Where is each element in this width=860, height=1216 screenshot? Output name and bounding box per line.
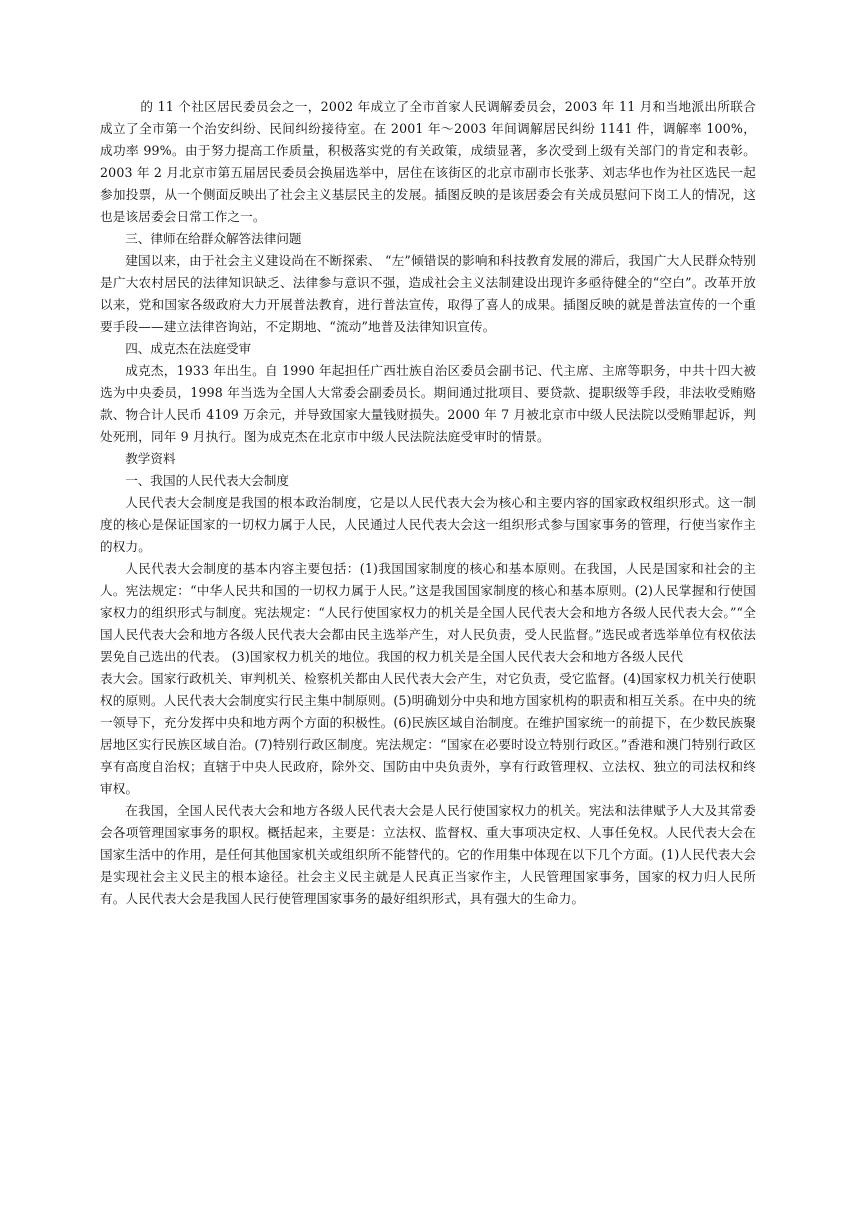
- section-heading-teaching-materials: 教学资料: [125, 451, 176, 466]
- paragraph-npc-role: 在我国，全国人民代表大会和地方各级人民代表大会是人民行使国家权力的机关。宪法和法律赋予人大及其常委会各项管理国家事务的职权。概括起来，主要是：立法权、监督权、重大事项决定权、人事任免权。人民代表大会在国家生活中的作用，是任何其他国家机关或组织所不能替代的。它的作用集中体现在以下几个方面。(1)人民代表大会是实现社会主义民主的根本途径。社会主义民主就是人民真正当家作主，人民管理国家事务，国家的权力归人民所有。人民代表大会是我国人民行使管理国家事务的最好组织形式，具有强大的生命力。: [100, 803, 756, 906]
- section-heading-trial: 四、成克杰在法庭受审: [125, 341, 252, 356]
- paragraph-cheng-kejie: 成克杰，1933 年出生。自 1990 年起担任广西壮族自治区委员会副书记、代主席、主席等职务，中共十四大被选为中央委员，1998 年当选为全国人大常委会副委员长。期间通过批项目、要贷款、提职级等手段，非法收受贿赂款、物合计人民币 4109 万余元，并导致国家大量钱财损失。2000 年 7 月被北京市中级人民法院以受贿罪起诉，判处死刑，同年 9 月执行。图为成克杰在北京市中级人民法院法庭受审时的情景。: [100, 363, 756, 444]
- section-heading-lawyer: 三、律师在给群众解答法律问题: [125, 231, 302, 246]
- document-page: [100, 96, 756, 910]
- section-heading-npc-system: 一、我国的人民代表大会制度: [125, 473, 289, 488]
- paragraph-npc-definition: 人民代表大会制度是我国的根本政治制度，它是以人民代表大会为核心和主要内容的国家政权组织形式。这一制度的核心是保证国家的一切权力属于人民，人民通过人民代表大会这一组织形式参与国家事务的管理，行使当家作主的权力。: [100, 495, 756, 554]
- paragraph-community-committee: 的 11 个社区居民委员会之一，2002 年成立了全市首家人民调解委员会，2003 年 11 月和当地派出所联合成立了全市第一个治安纠纷、民间纠纷接待室。在 2001 年～2003 年间调解居民纠纷 1141 件，调解率 100%，成功率 99%。由于努力提高工作质量，积极落实党的有关政策，成绩显著，多次受到上级有关部门的肯定和表彰。2003 年 2 月北京市第五届居民委员会换届选举中，居住在该街区的北京市副市长张茅、刘志华也作为社区选民一起参加投票，从一个侧面反映出了社会主义基层民主的发展。插图反映的是该居委会有关成员慰问下岗工人的情况，这也是该居委会日常工作之一。: [100, 99, 756, 224]
- paragraph-legal-education: 建国以来，由于社会主义建设尚在不断探索、 “左”倾错误的影响和科技教育发展的滞后，我国广大人民群众特别是广大农村居民的法律知识缺乏、法律参与意识不强，造成社会主义法制建设出现许多亟待健全的“空白”。改革开放以来，党和国家各级政府大力开展普法教育，进行普法宣传，取得了喜人的成果。插图反映的就是普法宣传的一个重要手段——建立法律咨询站，不定期地、“流动”地普及法律知识宣传。: [100, 253, 756, 334]
- paragraph-npc-contents: 人民代表大会制度的基本内容主要包括：(1)我国国家制度的核心和基本原则。在我国，人民是国家和社会的主人。宪法规定：“中华人民共和国的一切权力属于人民。”这是我国国家制度的核心和基本原则。(2)人民掌握和行使国家权力的组织形式与制度。宪法规定：“人民行使国家权力的机关是全国人民代表大会和地方各级人民代表大会。”“全国人民代表大会和地方各级人民代表大会都由民主选举产生，对人民负责，受人民监督。”选民或者选举单位有权依法罢免自己选出的代表。 (3)国家权力机关的地位。我国的权力机关是全国人民代表大会和地方各级人民代: [100, 561, 756, 664]
- paragraph-npc-contents-continued: 表大会。国家行政机关、审判机关、检察机关都由人民代表大会产生，对它负责，受它监督。(4)国家权力机关行使职权的原则。人民代表大会制度实行民主集中制原则。(5)明确划分中央和地方国家机构的职责和相互关系。在中央的统一领导下，充分发挥中央和地方两个方面的积极性。(6)民族区域自治制度。在维护国家统一的前提下，在少数民族聚居地区实行民族区域自治。(7)特别行政区制度。宪法规定：“国家在必要时设立特别行政区。”香港和澳门特别行政区享有高度自治权；直辖于中央人民政府，除外交、国防由中央负责外，享有行政管理权、立法权、独立的司法权和终审权。: [100, 671, 756, 796]
